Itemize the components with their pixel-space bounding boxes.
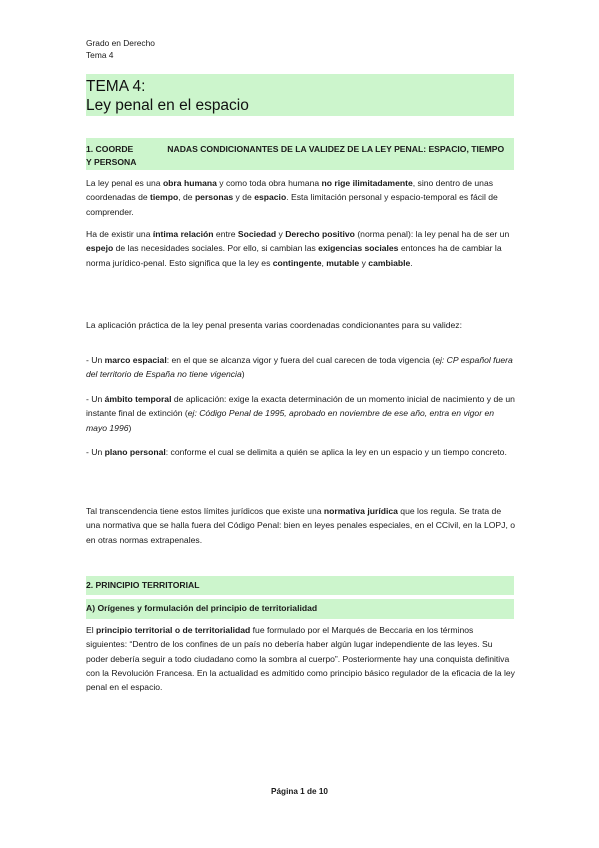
title-line-1: TEMA 4: bbox=[86, 78, 146, 95]
page-header bbox=[86, 38, 155, 61]
header-topic: Tema 4 bbox=[86, 49, 114, 60]
bullet-plano-personal: - Un plano personal: conforme el cual se delimita a quién se aplica la ley en un espacio y un tiempo concreto. bbox=[86, 447, 507, 457]
section-1-heading-part-c: Y PERSONA bbox=[86, 157, 137, 167]
subsection-a-heading: A) Orígenes y formulación del principio de territorialidad bbox=[86, 599, 514, 619]
paragraph-8: El principio territorial o de territorialidad fue formulado por el Marqués de Beccaria en los términos siguientes: “Dentro de los confines de un país no debería haber algún lugar independiente de las leyes. Su poder debería seguir a todo ciudadano como la sombra al cuerpo”. Posteriormente hay una conquista definitiva con la Revolución Francesa. En la actualidad es admitido como principio básico regulador de la eficacia de la ley penal en el espacio. bbox=[86, 625, 515, 693]
bullet-ambito-temporal: - Un ámbito temporal de aplicación: exige la exacta determinación de un momento inicial de nacimiento y de un instante final de extinción (ej: Código Penal de 1995, aprobado en noviembre de ese año, entra en vigor en mayo 1996) bbox=[86, 394, 515, 433]
paragraph-1: La ley penal es una obra humana y como toda obra humana no rige ilimitadamente, sino dentro de unas coordenadas de tiempo, de personas y de espacio. Esta limitación personal y espacio-temporal es fácil de comprender. bbox=[86, 178, 498, 217]
paragraph-7: Tal transcendencia tiene estos límites jurídicos que existe una normativa jurídica que los regula. Se trata de una normativa que se halla fuera del Código Penal: bien en leyes penales especiales, en el CCivil, en la LOPJ, o en otras normas extrapenales. bbox=[86, 506, 515, 545]
section-1-heading-part-a: 1. COORDE bbox=[86, 144, 134, 154]
section-1-heading-part-b: NADAS CONDICIONANTES DE LA VALIDEZ DE LA LEY PENAL: ESPACIO, TIEMPO bbox=[167, 144, 505, 154]
section-2-heading: 2. PRINCIPIO TERRITORIAL bbox=[86, 576, 514, 595]
paragraph-2: Ha de existir una íntima relación entre Sociedad y Derecho positivo (norma penal): la ley penal ha de ser un espejo de las necesidades sociales. Por ello, si cambian las exigencias sociales entonces ha de cambiar la norma jurídico-penal. Esto significa que la ley es contingente, mutable y cambiable. bbox=[86, 229, 510, 268]
header-degree: Grado en Derecho bbox=[86, 38, 155, 48]
page-number: Página 1 de 10 bbox=[271, 787, 328, 796]
title-line-2: Ley penal en el espacio bbox=[86, 97, 249, 114]
paragraph-3: La aplicación práctica de la ley penal presenta varias coordenadas condicionantes para su validez: bbox=[86, 320, 462, 330]
title-block bbox=[86, 74, 514, 116]
section-1-heading bbox=[86, 138, 514, 170]
bullet-marco-espacial: - Un marco espacial: en el que se alcanza vigor y fuera del cual carecen de toda vigencia (ej: CP español fuera del territorio de España no tiene vigencia) bbox=[86, 355, 513, 380]
